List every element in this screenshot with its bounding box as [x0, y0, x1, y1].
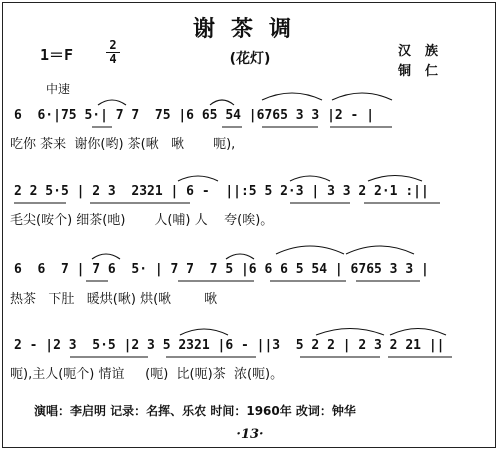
notation-line-4: 2 - |2 3 5·5 |2 3 5 2321 |6 - ||3 5 2 2 | 2 3 2 21 ||: [14, 338, 445, 353]
ethnicity-label: 汉族: [398, 44, 453, 59]
credits-line: 演唱：李启明 记录：名挥、乐农 时间：1960年 改词：钟华: [34, 404, 356, 418]
time-signature-bottom: 4: [109, 52, 117, 66]
tempo-marking: 中速: [46, 82, 71, 96]
lyrics-line-2: 毛尖(咹个) 细茶(吔) 人(哺) 人 夸(唉)。: [10, 213, 274, 228]
lyrics-line-1: 吃你 茶来 谢你(哟) 茶(啾 啾 呃),: [10, 137, 236, 152]
key-signature: 1＝F: [40, 46, 74, 64]
lyrics-line-4: 呃),主人(呃个) 情谊 (呃) 比(呃)茶 浓(呃)。: [10, 367, 284, 382]
page-number: ·13·: [236, 427, 264, 442]
genre-label: (花灯): [229, 51, 271, 67]
place-label: 铜仁: [398, 64, 453, 79]
time-signature: [106, 40, 120, 65]
notation-line-2: 2 2 5·5 | 2 3 2321 | 6 - ||:5 5 2·3 | 3 3 2 2·1 :||: [14, 184, 429, 199]
song-title: 谢茶调: [192, 17, 307, 42]
lyrics-line-3: 热茶 下肚 暖烘(啾) 烘(啾 啾: [10, 292, 218, 307]
notation-line-3: 6 6 7 | 7 6 5· | 7 7 7 5 |6 6 6 5 54 | 6765 3 3 |: [14, 262, 429, 277]
time-signature-top: 2: [109, 38, 117, 52]
notation-line-1: 6 6·|75 5·| 7 7 75 |6 65 54 |6765 3 3 |2 - |: [14, 108, 375, 123]
